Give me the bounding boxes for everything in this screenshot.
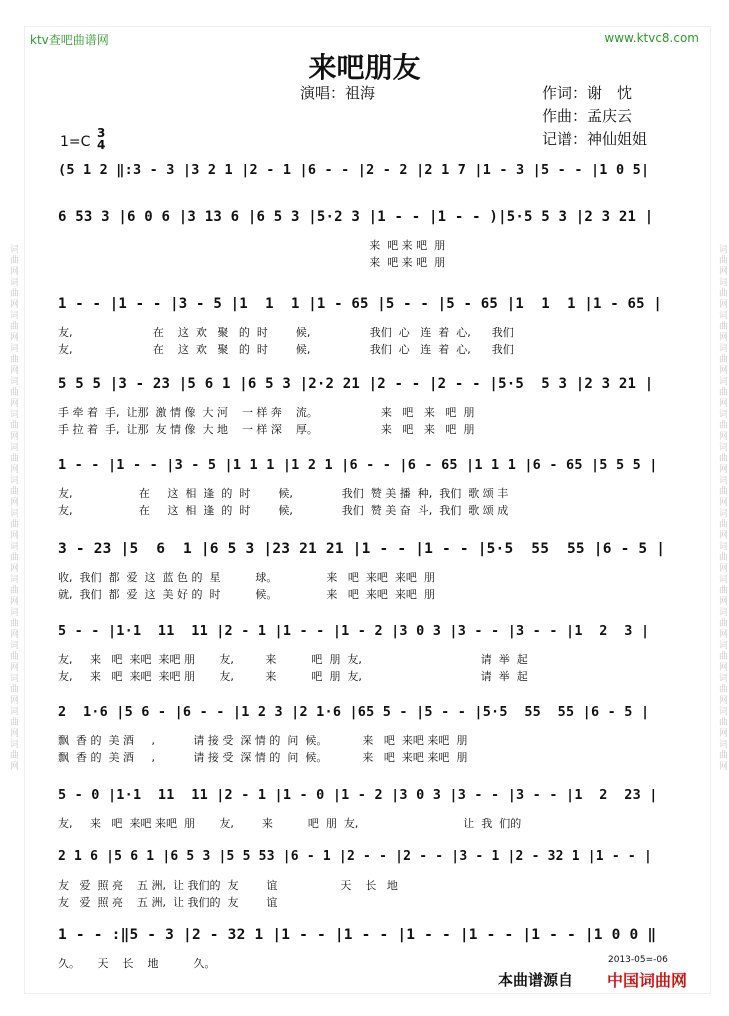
footer-source-label: 本曲谱源自: [498, 971, 574, 989]
site-url-right: www.ktvc8.com: [604, 31, 699, 45]
lyricist-credit: 作词：谢 忱: [542, 84, 633, 102]
lyric-line: 来 吧 来 吧 朋: [58, 256, 446, 269]
lyric-line: 来 吧 来 吧 朋: [58, 239, 446, 252]
transcriber-credit: 记谱：神仙姐姐: [542, 130, 648, 148]
score-row-5: 1 - - |1 - - |3 - 5 |1 1 1 |1 2 1 |6 - - |6 - 65 |1 1 1 |6 - 65 |5 5 5 |: [58, 457, 658, 473]
lyric-line: 友, 来 吧 来吧 来吧 朋 友, 来 吧 朋 友, 请 举 起: [58, 653, 528, 666]
lyric-line: 手 拉 着 手, 让那 友 情 像 大 地 一 样 深 厚。 来 吧 来 吧 朋: [58, 423, 475, 436]
lyric-line: 久。 天 长 地 久。: [58, 957, 216, 970]
lyric-line: 飘 香 的 美 酒 , 请 接 受 深 情 的 问 候。 来 吧 来吧 来吧 朋: [58, 751, 468, 764]
score-row-3: 1 - - |1 - - |3 - 5 |1 1 1 |1 - 65 |5 - - |5 - 65 |1 1 1 |1 - 65 |: [58, 296, 663, 312]
meter-top: 3: [97, 126, 106, 140]
lyric-line: 收, 我们 都 爱 这 蓝 色 的 星 球。 来 吧 来吧 来吧 朋: [58, 571, 435, 584]
score-row-4: 5 5 5 |3 - 23 |5 6 1 |6 5 3 |2·2 21 |2 - - |2 - - |5·5 5 3 |2 3 21 |: [58, 376, 654, 392]
score-row-2: 6 53 3 |6 0 6 |3 13 6 |6 5 3 |5·2 3 |1 - - |1 - - )|5·5 5 3 |2 3 21 |: [58, 209, 654, 225]
side-watermark-right: 词曲网词曲网词曲网词曲网词曲网词曲网词曲网词曲网词曲网词曲网词曲网词曲网词曲网词曲网词曲网词曲网: [717, 244, 727, 772]
side-watermark-left: 词曲网词曲网词曲网词曲网词曲网词曲网词曲网词曲网词曲网词曲网词曲网词曲网词曲网词曲网词曲网词曲网: [8, 244, 18, 772]
song-title: 来吧朋友: [308, 51, 421, 84]
score-row-10: 2 1 6 |5 6 1 |6 5 3 |5 5 53 |6 - 1 |2 - - |2 - - |3 - 1 |2 - 32 1 |1 - - |: [58, 849, 652, 864]
composer-credit: 作曲：孟庆云: [542, 107, 633, 125]
singer-credit: 演唱：祖海: [300, 84, 376, 102]
site-name-left: ktv查吧曲谱网: [30, 33, 109, 47]
lyric-line: 飘 香 的 美 酒 , 请 接 受 深 情 的 问 候。 来 吧 来吧 来吧 朋: [58, 734, 468, 747]
lyric-line: 就, 我们 都 爱 这 美 好 的 时 候。 来 吧 来吧 来吧 朋: [58, 588, 435, 601]
score-row-1: (5 1 2 ‖:3 - 3 |3 2 1 |2 - 1 |6 - - |2 - 2 |2 1 7 |1 - 3 |5 - - |1 0 5|: [58, 162, 650, 178]
score-row-9: 5 - 0 |1·1 11 11 |2 - 1 |1 - 0 |1 - 2 |3 0 3 |3 - - |3 - - |1 2 23 |: [58, 787, 658, 803]
lyric-line: 友 爱 照 亮 五 洲, 让 我们的 友 谊: [58, 896, 278, 909]
lyric-line: 友, 在 这 欢 聚 的 时 候, 我们 心 连 着 心, 我们: [58, 343, 514, 356]
key-signature: 1=C: [60, 134, 91, 150]
lyric-line: 友, 在 这 相 逢 的 时 候, 我们 赞 美 播 种, 我们 歌 颂 丰: [58, 487, 509, 500]
footer-date: 2013-05=-06: [608, 955, 668, 965]
lyric-line: 友, 来 吧 来吧 来吧 朋 友, 来 吧 朋 友, 请 举 起: [58, 670, 528, 683]
lyric-line: 友 爱 照 亮 五 洲, 让 我们的 友 谊 天 长 地: [58, 879, 398, 892]
lyric-line: 手 牵 着 手, 让那 激 情 像 大 河 一 样 奔 流。 来 吧 来 吧 朋: [58, 406, 475, 419]
lyric-line: 友, 在 这 欢 聚 的 时 候, 我们 心 连 着 心, 我们: [58, 326, 514, 339]
time-signature: [97, 127, 105, 151]
score-row-6: 3 - 23 |5 6 1 |6 5 3 |23 21 21 |1 - - |1 - - |5·5 55 55 |6 - 5 |: [58, 541, 666, 557]
score-row-11: 1 - - :‖5 - 3 |2 - 32 1 |1 - - |1 - - |1 - - |1 - - |1 - - |1 0 0 ‖: [58, 927, 657, 943]
lyric-line: 友, 来 吧 来吧 来吧 朋 友, 来 吧 朋 友, 让 我 们的: [58, 817, 522, 830]
lyric-line: 友, 在 这 相 逢 的 时 候, 我们 赞 美 奋 斗, 我们 歌 颂 成: [58, 504, 509, 517]
score-row-8: 2 1·6 |5 6 - |6 - - |1 2 3 |2 1·6 |65 5 - |5 - - |5·5 55 55 |6 - 5 |: [58, 704, 650, 720]
meter-bottom: 4: [97, 138, 106, 152]
score-row-7: 5 - - |1·1 11 11 |2 - 1 |1 - - |1 - 2 |3 0 3 |3 - - |3 - - |1 2 3 |: [58, 623, 650, 639]
footer-source-site: 中国词曲网: [607, 971, 688, 990]
